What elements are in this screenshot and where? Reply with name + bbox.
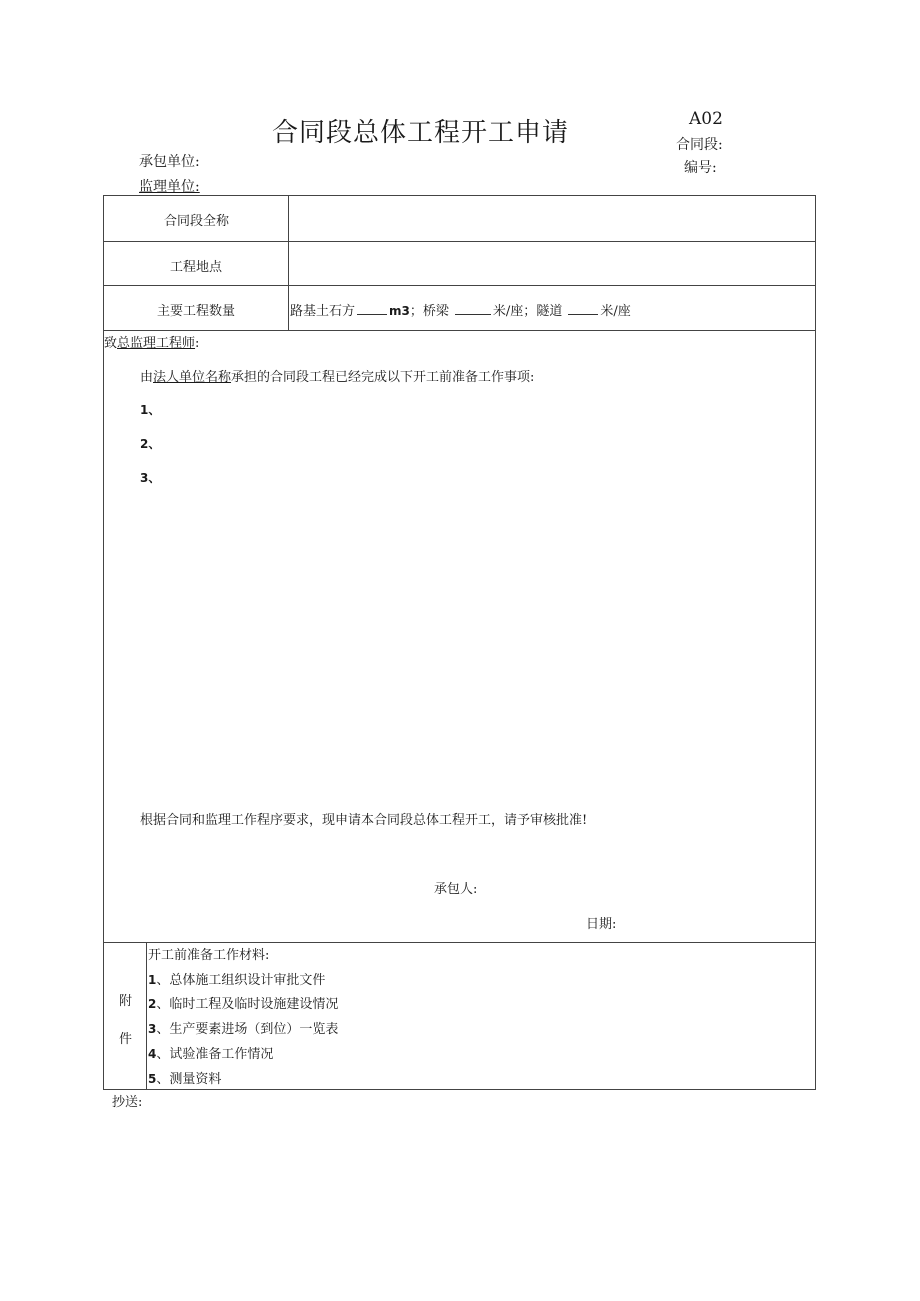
attachment-item-number: 3 bbox=[148, 1022, 157, 1036]
tunnel-blank bbox=[568, 302, 598, 315]
attachment-item bbox=[148, 969, 325, 988]
list-item: 3、 bbox=[140, 471, 161, 485]
table-border-right bbox=[815, 195, 816, 1089]
salutation-suffix: : bbox=[195, 336, 200, 351]
salutation-prefix: 致 bbox=[104, 336, 118, 351]
attachment-item bbox=[148, 1043, 273, 1062]
number-label: 编号: bbox=[684, 160, 717, 176]
salutation bbox=[104, 332, 199, 351]
applicant-label: 承包人: bbox=[434, 882, 478, 897]
separator: ； bbox=[409, 304, 423, 319]
table-border-left bbox=[103, 195, 104, 1089]
separator: ； bbox=[523, 304, 537, 319]
tunnel-unit: 米/座 bbox=[600, 304, 631, 319]
quantities-line bbox=[290, 300, 631, 319]
attachment-column-divider bbox=[146, 942, 147, 1089]
statement-entity: 法人单位名称 bbox=[153, 370, 232, 385]
table-border-top bbox=[103, 195, 816, 196]
contract-section-name-label: 合同段全称 bbox=[164, 214, 230, 229]
list-item: 2、 bbox=[140, 437, 161, 451]
project-location-label: 工程地点 bbox=[170, 260, 223, 275]
bridge-label: 桥梁 bbox=[422, 304, 449, 319]
attachment-item bbox=[148, 993, 338, 1012]
bridge-blank bbox=[455, 302, 491, 315]
attachment-item-text: 、生产要素进场（到位）一览表 bbox=[156, 1022, 339, 1037]
cc-label: 抄送: bbox=[112, 1095, 143, 1110]
form-code: A02 bbox=[689, 109, 723, 129]
attachment-item bbox=[148, 1068, 221, 1087]
attachment-side-label-2: 件 bbox=[119, 1032, 133, 1047]
tunnel-label: 隧道 bbox=[536, 304, 563, 319]
table-column-divider bbox=[288, 195, 289, 330]
bridge-unit: 米/座 bbox=[492, 304, 524, 319]
roadbed-unit: m3 bbox=[389, 304, 410, 318]
attachment-side-label-1: 附 bbox=[119, 994, 133, 1009]
attachment-item-text: 、临时工程及临时设施建设情况 bbox=[156, 997, 339, 1012]
attachment-item bbox=[148, 1018, 338, 1037]
list-item: 1、 bbox=[140, 403, 161, 417]
table-rule bbox=[103, 285, 816, 286]
contract-section-label: 合同段: bbox=[676, 137, 723, 153]
statement bbox=[140, 366, 534, 385]
table-rule bbox=[103, 330, 816, 331]
roadbed-label: 路基土石方 bbox=[290, 304, 356, 319]
table-rule bbox=[103, 942, 816, 943]
attachment-heading: 开工前准备工作材料: bbox=[148, 948, 270, 963]
attachment-item-text: 、测量资料 bbox=[156, 1072, 222, 1087]
roadbed-blank bbox=[357, 302, 387, 315]
table-border-bottom bbox=[103, 1089, 816, 1090]
main-quantities-label: 主要工程数量 bbox=[157, 304, 236, 319]
attachment-item-text: 、总体施工组织设计审批文件 bbox=[156, 973, 326, 988]
attachment-item-number: 5 bbox=[148, 1072, 157, 1086]
attachment-item-number: 2 bbox=[148, 997, 157, 1011]
request-text: 根据合同和监理工作程序要求，现申请本合同段总体工程开工，请予审核批准! bbox=[140, 813, 588, 828]
table-rule bbox=[103, 241, 816, 242]
supervisor-label: 监理单位: bbox=[139, 179, 200, 195]
page-title: 合同段总体工程开工申请 bbox=[272, 118, 570, 148]
statement-suffix: 承担的合同段工程已经完成以下开工前准备工作事项: bbox=[231, 370, 535, 385]
attachment-item-text: 、试验准备工作情况 bbox=[156, 1047, 274, 1062]
date-label: 日期: bbox=[586, 917, 617, 932]
attachment-item-number: 4 bbox=[148, 1047, 157, 1061]
statement-prefix: 由 bbox=[140, 370, 154, 385]
salutation-name: 总监理工程师 bbox=[117, 336, 196, 351]
attachment-item-number: 1 bbox=[148, 973, 157, 987]
contractor-label: 承包单位: bbox=[139, 154, 200, 170]
